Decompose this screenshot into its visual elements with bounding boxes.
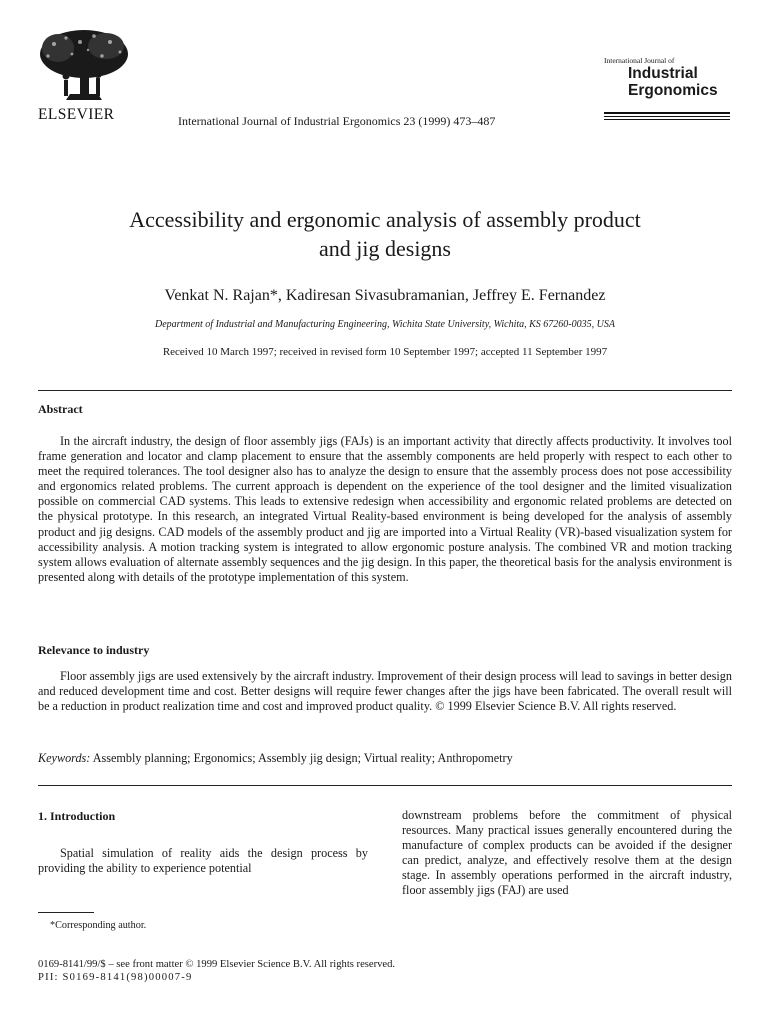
article-title-line-1: Accessibility and ergonomic analysis of assembly product bbox=[129, 207, 641, 232]
divider bbox=[38, 390, 732, 391]
section-heading-introduction: 1. Introduction bbox=[38, 809, 116, 823]
masthead-rule-3 bbox=[604, 119, 730, 120]
journal-title-line-2: Ergonomics bbox=[628, 82, 718, 99]
journal-citation: International Journal of Industrial Ergonomics 23 (1999) 473–487 bbox=[178, 114, 496, 128]
front-matter-line: 0169-8141/99/$ – see front matter © 1999 Elsevier Science B.V. All rights reserved. bbox=[38, 959, 396, 970]
abstract-heading: Abstract bbox=[38, 402, 83, 416]
journal-title-line-1: Industrial bbox=[628, 65, 698, 82]
abstract-text: In the aircraft industry, the design of floor assembly jigs (FAJs) is an important activity that directly affects productivity. It involves tool frame generation and locator and clamp placement to ensure that the assembly components are held properly with respect to each other to meet the required tolerances. The tool designer also has to analyze the design to ensure that the assembly process does not pose accessibility and ergonomics related problems. The current approach is dependent on the experience of the tool designer and the limited visualization possible on commercial CAD systems. This leads to extensive redesign when accessibility and ergonomic related problems are detected on the physical prototype. In this research, an integrated Virtual Reality-based environment is being developed for the analysis of assembly product and jig designs. CAD models of the assembly product and jig are imported into a Virtual Reality (VR)-based visualization system for accessibility analysis. A motion tracking system is integrated to allow ergonomic posture analysis. The combined VR and motion tracking system allows evaluation of alternate assembly sequences and the jig design. In this paper, the theoretical basis for the analysis environment is presented along with details of the prototype implementation of this system. bbox=[38, 434, 732, 584]
pii-line: PII: S0169-8141(98)00007-9 bbox=[38, 972, 193, 983]
intro-column-2-text: downstream problems before the commitment of physical resources. Many practical issues generally encountered during the manufacture of complex products can be avoided if the designer can predict, analyze, and effectively resolve them at the design stage. In assembly operations performed in the aircraft industry, floor assembly jigs (FAJ) are used bbox=[402, 808, 732, 898]
tree-logo-svg bbox=[36, 28, 132, 104]
keywords-text: Assembly planning; Ergonomics; Assembly jig design; Virtual reality; Anthropometry bbox=[92, 751, 513, 765]
intro-column-1-text: Spatial simulation of reality aids the design process by providing the ability to experience potential bbox=[38, 846, 368, 876]
relevance-heading: Relevance to industry bbox=[38, 643, 150, 657]
author-affiliation: Department of Industrial and Manufacturing Engineering, Wichita State University, Wichita, KS 67260-0035, USA bbox=[155, 319, 615, 330]
footnote-corresponding-author: *Corresponding author. bbox=[50, 920, 147, 931]
keywords-label: Keywords: bbox=[38, 751, 91, 765]
masthead-rule-1 bbox=[604, 112, 730, 114]
article-title-line-2: and jig designs bbox=[319, 236, 451, 261]
masthead-rules bbox=[604, 112, 730, 122]
journal-masthead bbox=[604, 56, 734, 99]
masthead-rule-2 bbox=[604, 116, 730, 117]
footnote-divider bbox=[38, 912, 94, 913]
keywords bbox=[38, 751, 732, 766]
journal-masthead-title bbox=[628, 65, 734, 99]
author-list: Venkat N. Rajan*, Kadiresan Sivasubramanian, Jeffrey E. Fernandez bbox=[164, 287, 606, 304]
article-dates: Received 10 March 1997; received in revised form 10 September 1997; accepted 11 September 1997 bbox=[162, 346, 608, 358]
relevance-text: Floor assembly jigs are used extensively by the aircraft industry. Improvement of their design process will lead to savings in better design and reduced development time and cost. Better designs will require fewer changes after the jigs have been fabricated. The overall result will be a reduction in product realization time and cost and improved product quality. © 1999 Elsevier Science B.V. All rights reserved. bbox=[38, 669, 732, 714]
publisher-name: ELSEVIER bbox=[38, 106, 115, 123]
journal-masthead-small: International Journal of bbox=[604, 56, 675, 65]
divider bbox=[38, 785, 732, 786]
article-title bbox=[40, 205, 730, 263]
